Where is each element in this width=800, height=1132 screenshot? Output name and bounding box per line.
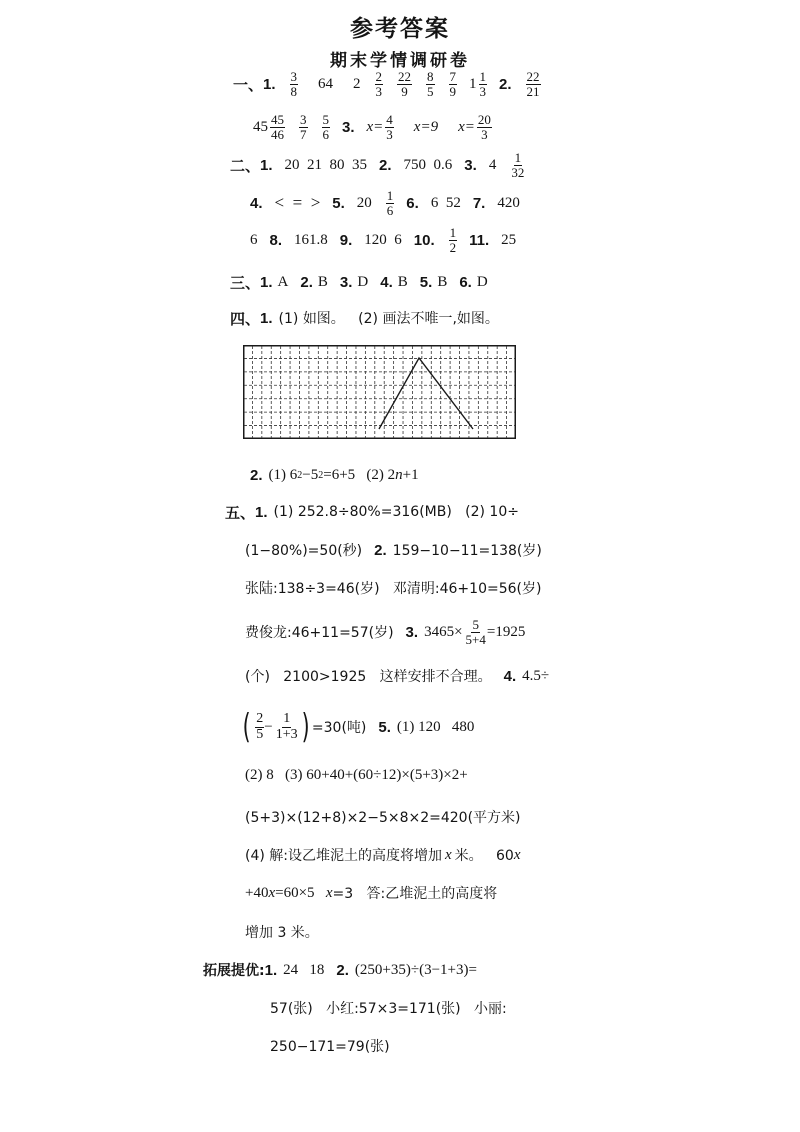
answer-text: +40	[245, 884, 269, 901]
sec3-label: 三、	[230, 273, 261, 292]
sec2-row3	[250, 220, 516, 260]
fraction: $\frac{1}{32}$	[511, 149, 525, 180]
ext-row3	[270, 1026, 390, 1066]
q-number: 2.	[250, 466, 263, 484]
variable: x	[325, 884, 333, 901]
answer-text: (1) 120 480	[396, 718, 475, 735]
sec5-row7	[245, 755, 468, 795]
exponent: 2	[318, 469, 324, 481]
answer-value: 161.8	[294, 231, 328, 248]
ext-row1	[203, 950, 477, 990]
right-paren: )	[301, 707, 310, 747]
sec5-row5	[245, 656, 549, 696]
q-number: 6.	[406, 194, 419, 212]
q-number: 5.	[332, 194, 345, 212]
answer-value: 420	[497, 194, 520, 211]
answer-value: 45	[253, 118, 268, 135]
exponent: 2	[297, 469, 303, 481]
answer-text: 米。 60	[454, 848, 514, 864]
q-number: 8.	[269, 231, 283, 249]
choice-answer: D	[476, 273, 488, 290]
choice-answer: D	[357, 273, 369, 290]
q-number: 11.	[469, 231, 490, 249]
answer-value: 120 6	[364, 231, 402, 248]
choice-answer: B	[317, 273, 328, 290]
ext-row2	[270, 988, 507, 1028]
fraction: $\frac{1}{1+3}$	[275, 710, 298, 742]
sec1-label: 一、	[233, 75, 264, 94]
q-number: 4.	[250, 194, 263, 212]
answer-text: −5	[302, 466, 319, 483]
variable: x	[513, 846, 521, 863]
answer-text: (1−80%)=50(秒)	[245, 543, 363, 559]
q-number: 1.	[260, 309, 273, 327]
answer-value: 4	[488, 156, 497, 173]
q-number: 10.	[413, 231, 435, 249]
fraction: $\frac{1}{3}$	[479, 68, 487, 99]
answer-text: +1	[402, 466, 419, 483]
answer-text: =30(吨)	[311, 720, 367, 736]
q-number: 9.	[339, 231, 353, 249]
fraction: $\frac{45}{46}$	[271, 111, 284, 142]
sec5-row9	[245, 835, 521, 875]
answer-text: 张陆:138÷3=46(岁) 邓清明:46+10=56(岁)	[245, 581, 542, 597]
sec5-row10	[245, 873, 497, 913]
answer-value: 25	[501, 231, 517, 248]
q-number: 1.	[255, 503, 268, 521]
fraction: $\frac{5}{5+4}$	[465, 616, 486, 647]
sec5-label: 五、	[225, 503, 256, 522]
answer-value: 20	[356, 194, 372, 211]
answer-text: 费俊龙:46+11=57(岁)	[245, 625, 394, 641]
answer-text: (2) 8 (3) 60+40+(60÷12)×(5+3)×2+	[245, 766, 468, 783]
q-number: 5.	[378, 718, 391, 736]
answer-text: 159−10−11=138(岁)	[392, 543, 542, 559]
ext-label: 拓展提优:	[203, 963, 265, 979]
answer-text: (4) 解:设乙堆泥土的高度将增加	[245, 848, 442, 864]
answer-text: (1) 252.8÷80%=316(MB) (2) 10÷	[273, 504, 519, 520]
fraction: $\frac{1}{6}$	[386, 187, 394, 218]
answer-value: 64	[318, 75, 334, 92]
sec5-row11	[245, 912, 319, 952]
fraction: $\frac{22}{9}$	[398, 68, 412, 99]
sec4-label: 四、	[230, 309, 261, 328]
q-number: 4.	[380, 273, 393, 291]
q-number: 2.	[336, 961, 349, 979]
variable: x	[445, 846, 452, 863]
answer-text: 24 18	[283, 961, 325, 978]
answer-value: 2	[353, 75, 361, 92]
sec5-row3	[245, 568, 541, 608]
answer-text: =60×5	[275, 884, 326, 901]
answer-text: =6+5 (2) 2	[323, 466, 396, 483]
choice-answer: B	[437, 273, 448, 290]
answer-text: 4.5÷	[522, 667, 550, 684]
sec3-row	[230, 262, 488, 302]
q-number: 7.	[472, 194, 486, 212]
answer-value: 20 21 80 35	[284, 156, 368, 173]
q-number: 3.	[342, 118, 355, 136]
fraction: $\frac{22}{21}$	[526, 68, 540, 99]
q-number: 1.	[260, 273, 273, 291]
sec5-row8	[245, 797, 521, 837]
fraction: $\frac{2}{5}$	[256, 710, 264, 742]
q-number: 1.	[263, 75, 276, 93]
fraction: $\frac{5}{6}$	[322, 111, 329, 142]
variable: x	[268, 884, 276, 901]
answer-text: (5+3)×(12+8)×2−5×8×2=420(平方米)	[245, 810, 521, 826]
answer-value: 6 52	[430, 194, 461, 211]
answer-text: (250+35)÷(3−1+3)=	[354, 961, 477, 978]
answer-text: (个) 2100>1925 这样安排不合理。	[245, 669, 492, 685]
fraction: $\frac{1}{2}$	[449, 224, 457, 255]
answer-text: 3465×	[424, 623, 463, 640]
sec2-row2	[250, 183, 520, 223]
answer-value: 6	[250, 231, 258, 248]
sec4-row2	[250, 455, 419, 495]
answer-text: =1925	[486, 623, 526, 640]
q-number: 2.	[379, 156, 392, 174]
answer-value: < = >	[274, 193, 321, 212]
q-number: 2.	[374, 541, 387, 559]
variable: n	[395, 466, 403, 483]
sec2-row1	[230, 145, 525, 185]
q-number: 3.	[339, 273, 353, 291]
fraction: $\frac{7}{9}$	[449, 68, 457, 99]
sec5-row4	[245, 612, 525, 652]
q-number: 2.	[300, 273, 313, 291]
answer-value: 750 0.6	[403, 156, 453, 173]
sec4-row1	[230, 298, 499, 338]
q-number: 1.	[260, 156, 273, 174]
sec2-label: 二、	[230, 156, 261, 175]
operator: −	[264, 718, 273, 735]
fraction: $\frac{3}{8}$	[290, 68, 298, 99]
mixed-number-whole: 1	[469, 75, 477, 92]
fraction: $\frac{4}{3}$	[386, 111, 393, 142]
answer-text: 250−171=79(张)	[270, 1039, 390, 1055]
sec5-row2	[245, 530, 542, 570]
answer-text: (1) 6	[268, 466, 298, 483]
answer-text: 57(张) 小红:57×3=171(张) 小丽:	[270, 1001, 507, 1017]
answer-text: 增加 3 米。	[245, 925, 319, 941]
q-number: 3.	[405, 623, 419, 641]
left-paren: (	[242, 707, 251, 747]
q-number: 6.	[459, 273, 472, 291]
q-number: 5.	[419, 273, 433, 291]
equation-text: x=9	[413, 118, 439, 135]
q-number: 2.	[499, 75, 512, 93]
equation-text: x=	[458, 118, 475, 135]
fraction: $\frac{3}{7}$	[300, 111, 307, 142]
q-number: 3.	[464, 156, 477, 174]
fraction: $\frac{2}{3}$	[375, 68, 383, 99]
page-subtitle: 期末学情调研卷	[330, 51, 470, 71]
triangle-figure	[379, 358, 473, 429]
choice-answer: A	[277, 273, 289, 290]
sec5-row1	[225, 492, 519, 532]
sec1-row2	[253, 107, 492, 147]
q-number: 4.	[503, 667, 517, 685]
sec5-row6	[240, 707, 474, 747]
answer-text: =3 答:乙堆泥土的高度将	[332, 886, 498, 902]
choice-answer: B	[397, 273, 408, 290]
fraction: $\frac{20}{3}$	[477, 111, 491, 142]
answer-grid-figure	[243, 345, 516, 439]
answer-text: (1) 如图。 (2) 画法不唯一,如图。	[278, 311, 499, 327]
page-title: 参考答案	[350, 16, 450, 42]
equation-text: x=	[366, 118, 384, 135]
sec1-row1	[233, 64, 541, 104]
q-number: 1.	[264, 961, 278, 979]
fraction: $\frac{8}{5}$	[427, 68, 434, 99]
